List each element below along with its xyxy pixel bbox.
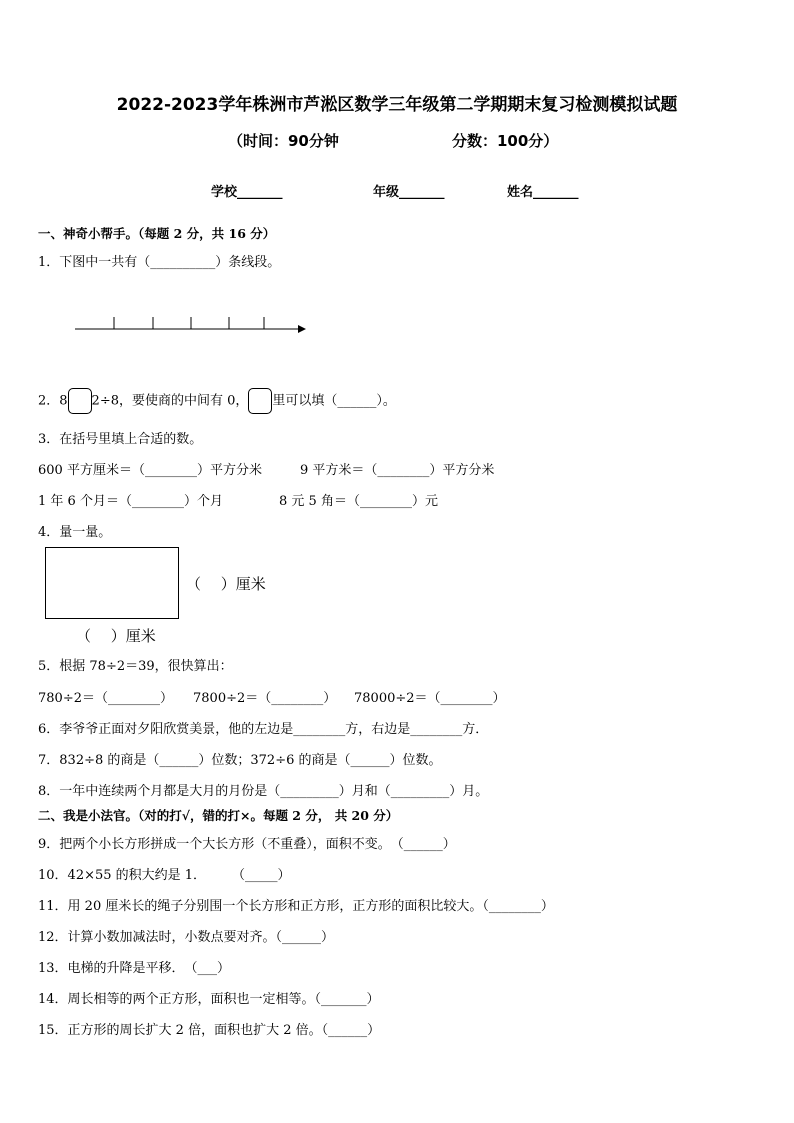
question-13: 13．电梯的升降是平移． （___） [38,961,231,976]
question-15: 15．正方形的周长扩大 2 倍，面积也扩大 2 倍。（______） [38,1023,381,1038]
rect-height-label: （ ）厘米 [186,575,266,593]
exam-time: （时间：90分钟 [228,132,339,150]
question-5c: 78000÷2＝（________） [354,691,506,706]
question-10: 10．42×55 的积大约是 1． （_____） [38,868,291,883]
question-3c: 1 年 6 个月＝（________）个月 [38,494,223,509]
question-5: 5．根据 78÷2＝39，很快算出： [38,659,233,674]
question-6: 6．李爷爷正面对夕阳欣赏美景，他的左边是________方，右边是________方． [38,722,489,737]
section-2-heading: 二、我是小法官。（对的打√，错的打×。每题 2 分， 共 20 分） [38,808,399,823]
exam-score: 分数：100分） [452,132,559,150]
q2-part-a: 2．8 [38,393,68,409]
question-14: 14．周长相等的两个正方形，面积也一定相等。（_______） [38,992,380,1007]
grade-field: 年级_______ [373,185,445,200]
question-3: 3．在括号里填上合适的数。 [38,432,203,447]
question-8: 8．一年中连续两个月都是大月的月份是（_________）月和（_________）月。 [38,784,489,799]
name-field: 姓名_______ [507,185,579,200]
question-5a: 780÷2＝（________） [38,691,173,706]
q2-part-c: 里可以填（______）。 [272,393,396,409]
question-11: 11．用 20 厘米长的绳子分别围一个长方形和正方形，正方形的面积比较大。（________） [38,899,554,914]
measure-rectangle [45,547,179,619]
section-1-heading: 一、神奇小帮手。（每题 2 分，共 16 分） [38,226,276,241]
question-9: 9．把两个小长方形拼成一个大长方形（不重叠），面积不变。 （______） [38,837,456,852]
arrow-head [298,325,306,333]
question-2 [38,388,396,414]
line-segment-figure [70,312,310,338]
question-1: 1．下图中一共有（__________）条线段。 [38,255,281,270]
page-title: 2022-2023学年株洲市芦淞区数学三年级第二学期期末复习检测模拟试题 [116,95,678,115]
rect-width-label: （ ）厘米 [76,627,156,645]
blank-box[interactable] [68,388,92,414]
question-4: 4．量一量。 [38,525,112,540]
question-12: 12．计算小数加减法时，小数点要对齐。（______） [38,930,335,945]
school-field: 学校_______ [211,185,283,200]
question-5b: 7800÷2＝（________） [193,691,337,706]
question-3d: 8 元 5 角＝（________）元 [279,494,438,509]
question-3b: 9 平方米＝（________）平方分米 [300,463,495,478]
q2-part-b: 2÷8，要使商的中间有 0， [91,393,249,409]
question-3a: 600 平方厘米＝（________）平方分米 [38,463,262,478]
question-7: 7．832÷8 的商是（______）位数；372÷6 的商是（______）位数。 [38,753,442,768]
blank-box[interactable] [248,388,272,414]
